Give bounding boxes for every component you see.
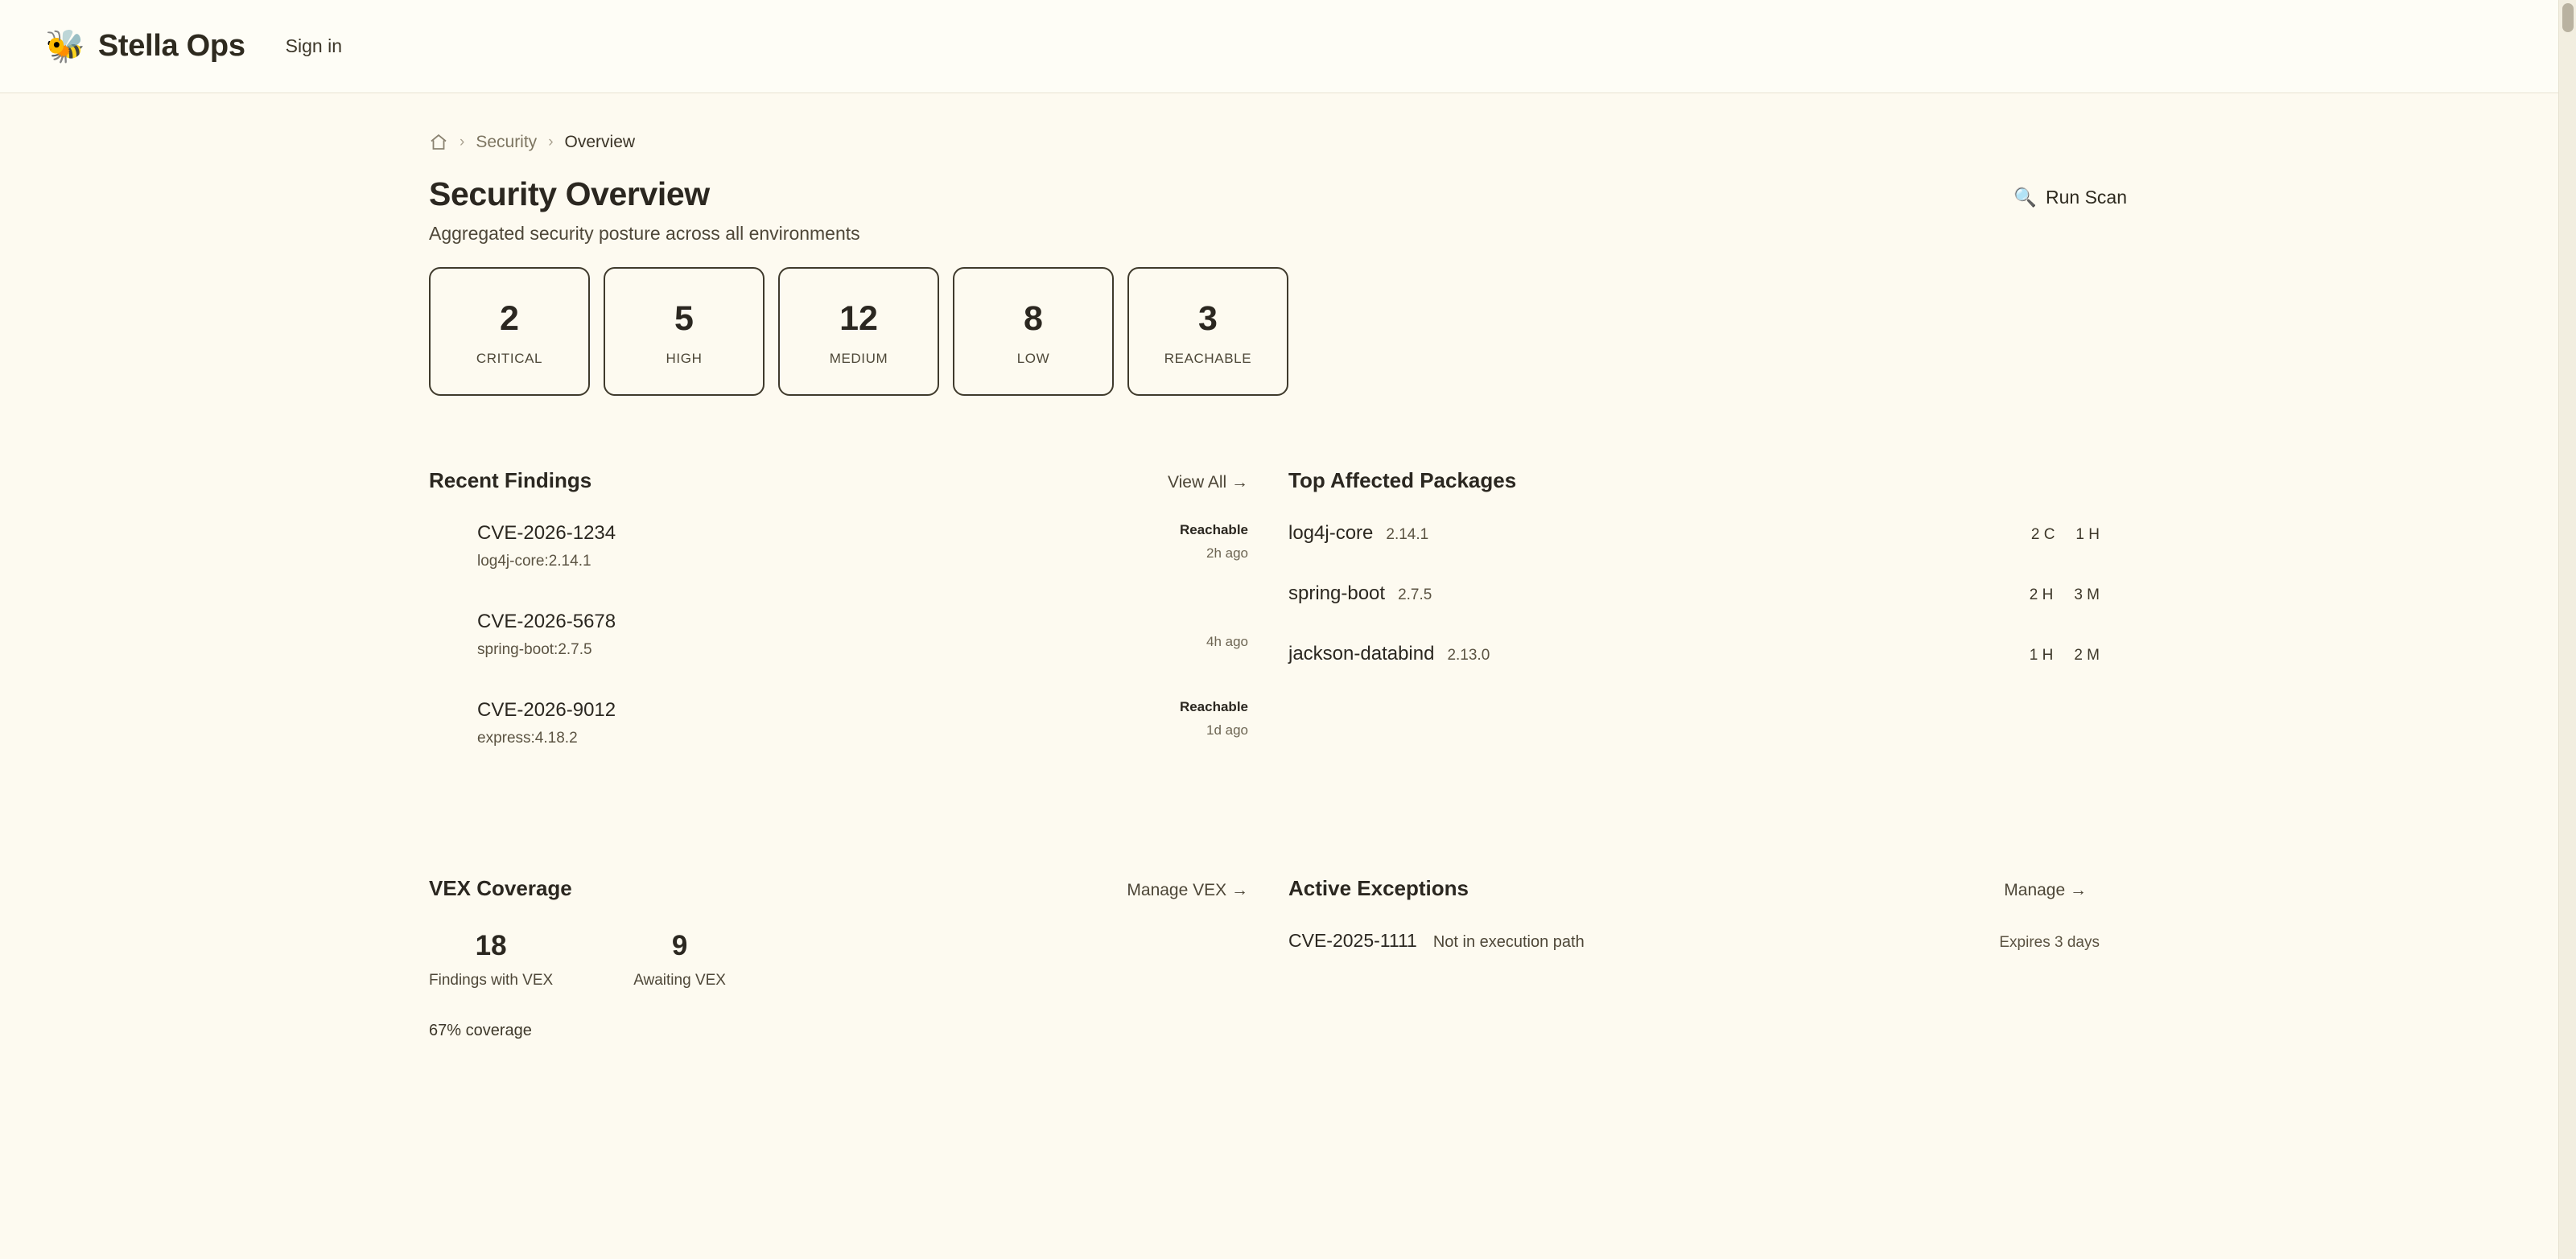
package-name: jackson-databind [1288,643,1435,664]
manage-exceptions-button[interactable]: Manage → [2004,881,2087,899]
home-icon[interactable] [429,133,448,152]
finding-info [477,699,616,747]
package-severity-counts [2030,586,2100,604]
package-version: 2.13.0 [1447,647,1490,664]
package-severity-counts [2030,647,2100,664]
active-exceptions-title: Active Exceptions [1288,876,1469,900]
stat-label: REACHABLE [1164,350,1252,366]
count-badge: 1 H [2029,647,2054,664]
package-name: log4j-core [1288,522,1374,544]
panel-header [1288,468,2127,493]
finding-package: spring-boot:2.7.5 [477,641,592,658]
vex-coverage-panel [429,876,1288,1040]
list-item[interactable] [1288,522,2127,545]
stat-value: 8 [1024,298,1043,338]
top-packages-panel [1288,468,2127,788]
manage-vex-button[interactable]: Manage VEX → [1127,881,1248,899]
finding-package: express:4.18.2 [477,730,578,747]
finding-meta [1206,611,1248,650]
brand[interactable] [45,29,245,64]
brand-name: Stella Ops [97,29,245,63]
list-item[interactable] [1288,643,2127,665]
panel-header [429,468,1288,493]
package-info [1288,522,1428,545]
active-exceptions-panel [1288,876,2127,1040]
list-item[interactable] [1288,582,2127,605]
top-bar [0,0,2576,93]
metric-caption: Awaiting VEX [633,972,726,989]
count-badge: 3 M [2074,586,2100,603]
package-version: 2.14.1 [1386,526,1429,543]
exception-expiry: Expires 3 days [1999,934,2100,951]
stat-value: 2 [500,298,519,338]
count-badge: 2 M [2074,647,2100,664]
finding-id: CVE-2026-5678 [477,611,616,632]
stat-label: MEDIUM [829,350,888,366]
stat-card-critical[interactable] [429,267,590,396]
finding-info [477,611,616,659]
stat-value: 5 [674,298,694,338]
stat-card-low[interactable] [953,267,1114,396]
breadcrumb-separator: › [460,134,465,150]
list-item[interactable] [1288,930,2127,952]
metric-value: 9 [671,930,688,961]
severity-stats [429,267,2127,396]
vex-coverage-title: VEX Coverage [429,876,572,900]
list-item[interactable] [429,699,1288,747]
finding-id: CVE-2026-1234 [477,522,616,544]
finding-timestamp: 2h ago [1206,545,1248,561]
content-area [429,129,2127,1040]
exception-id: CVE-2025-1111 [1288,930,1417,951]
count-badge: 2 H [2029,586,2054,603]
panel-header [429,876,1288,901]
finding-meta [1180,699,1248,739]
finding-id: CVE-2026-9012 [477,699,616,721]
package-name: spring-boot [1288,582,1386,604]
top-packages-title: Top Affected Packages [1288,468,1517,492]
run-scan-button[interactable] [2013,187,2127,208]
status-badge: Reachable [1179,522,1248,537]
stat-label: HIGH [666,350,703,366]
status-badge: Reachable [1179,699,1248,714]
exception-note: Not in execution path [1432,933,1585,951]
finding-timestamp: 4h ago [1206,634,1248,649]
list-item[interactable] [429,611,1288,659]
stat-card-medium[interactable] [778,267,939,396]
metric-caption: Findings with VEX [429,972,554,989]
breadcrumb-item-security[interactable]: Security [476,133,538,151]
scrollbar-thumb[interactable] [2562,3,2574,32]
stat-value: 3 [1198,298,1218,338]
recent-findings-panel [429,468,1288,788]
package-version: 2.7.5 [1398,586,1432,603]
status-badge [1206,611,1248,627]
page-title: Security Overview [429,175,710,212]
finding-meta [1180,522,1248,562]
package-info [1288,582,1432,605]
stat-label: CRITICAL [476,350,543,366]
vertical-scrollbar[interactable] [2558,0,2576,1259]
count-badge: 2 C [2030,526,2055,543]
breadcrumb-separator: › [548,134,554,150]
finding-package: log4j-core:2.14.1 [477,553,591,570]
magnifier-icon: 🔍 [2013,187,2037,208]
stat-label: LOW [1016,350,1050,366]
stat-value: 12 [839,298,878,338]
metric-value: 18 [475,930,507,961]
page-header-text [429,175,860,245]
count-badge: 1 H [2075,526,2100,543]
list-item[interactable] [429,522,1288,570]
view-all-button[interactable]: View All → [1168,473,1248,492]
page-header [429,175,2127,245]
finding-info [477,522,616,570]
breadcrumb [429,129,2127,156]
vex-coverage-text: 67% coverage [429,1022,532,1039]
package-severity-counts [2031,526,2100,544]
page-subtitle: Aggregated security posture across all environments [429,223,860,244]
stat-card-high[interactable] [604,267,765,396]
run-scan-label: Run Scan [2045,187,2127,208]
package-info [1288,643,1490,665]
vex-metrics [429,930,1288,990]
stat-card-reachable[interactable] [1127,267,1288,396]
panel-header [1288,876,2127,901]
vex-metric-awaiting [633,930,726,990]
vex-metric-with-vex [429,930,553,990]
panels-upper [429,468,2127,788]
breadcrumb-item-overview: Overview [564,133,636,151]
panels-lower [429,876,2127,1040]
bee-icon: 🐝 [45,28,85,64]
exception-info [1288,930,1585,952]
recent-findings-title: Recent Findings [429,468,592,492]
sign-in-button[interactable]: Sign in [285,35,342,56]
finding-timestamp: 1d ago [1206,722,1248,738]
